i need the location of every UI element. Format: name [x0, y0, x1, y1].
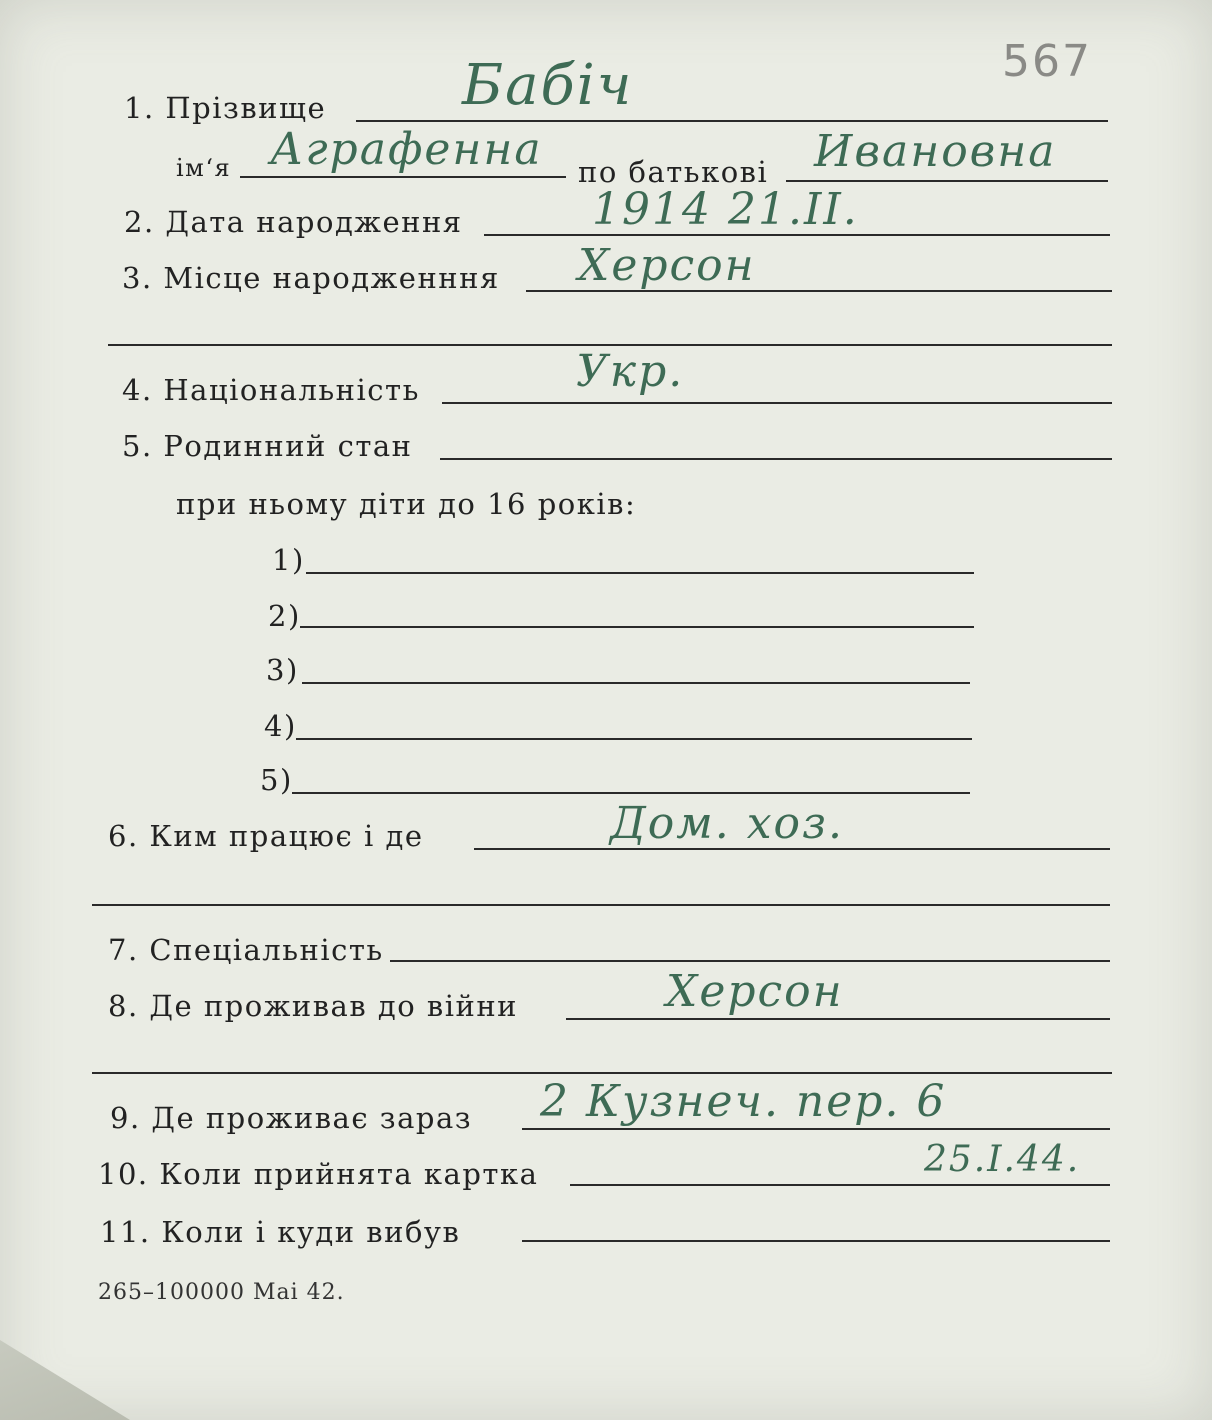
patronymic-line: [786, 180, 1108, 182]
card-accepted-line: [570, 1184, 1110, 1186]
archive-number: 567: [1002, 36, 1092, 87]
prewar-residence-line: [566, 1018, 1110, 1020]
prewar-residence-value: Херсон: [666, 966, 844, 1017]
corner-fold: [0, 1340, 130, 1420]
child-1-line: [306, 572, 974, 574]
patronymic-label: по батькові: [578, 155, 769, 189]
current-residence-line: [522, 1128, 1110, 1130]
card-accepted-value: 25.I.44.: [924, 1139, 1081, 1180]
child-5-line: [292, 792, 970, 794]
nationality-line: [442, 402, 1112, 404]
birth-place-value: Херсон: [578, 240, 756, 291]
birth-place-label: 3. Місце народженння: [122, 261, 500, 295]
prewar-residence-line-2: [92, 1072, 1112, 1074]
work-value: Дом. хоз.: [610, 798, 845, 849]
child-2-label: 2): [268, 599, 301, 633]
marital-status-line: [440, 458, 1112, 460]
child-4-line: [296, 738, 972, 740]
children-label: при ньому діти до 16 років:: [176, 487, 637, 521]
child-5-label: 5): [260, 763, 293, 797]
marital-status-label: 5. Родинний стан: [122, 429, 413, 463]
child-3-line: [302, 682, 970, 684]
surname-line: [356, 120, 1108, 122]
child-4-label: 4): [264, 709, 297, 743]
birth-date-value: 1914 21.II.: [592, 184, 859, 235]
work-line-2: [92, 904, 1110, 906]
current-residence-value: 2 Кузнеч. пер. 6: [540, 1076, 947, 1127]
first-name-label: ім‘я: [176, 154, 232, 182]
current-residence-label: 9. Де проживає зараз: [110, 1101, 473, 1135]
specialty-label: 7. Спеціальність: [108, 933, 384, 967]
prewar-residence-label: 8. Де проживав до війни: [108, 989, 518, 1023]
child-2-line: [300, 626, 974, 628]
child-3-label: 3): [266, 653, 299, 687]
nationality-label: 4. Національність: [122, 373, 420, 407]
card-accepted-label: 10. Коли прийнята картка: [98, 1157, 539, 1191]
child-1-label: 1): [272, 543, 305, 577]
departure-line: [522, 1240, 1110, 1242]
printer-imprint: 265–100000 Маі 42.: [98, 1280, 345, 1305]
surname-value: Бабіч: [462, 53, 634, 118]
patronymic-value: Ивановна: [814, 126, 1057, 177]
specialty-line: [390, 960, 1110, 962]
surname-label: 1. Прізвище: [124, 91, 327, 125]
first-name-value: Аграфенна: [270, 124, 543, 175]
work-label: 6. Ким працює і де: [108, 819, 424, 853]
first-name-line: [240, 176, 566, 178]
birth-date-label: 2. Дата народження: [124, 205, 463, 239]
nationality-value: Укр.: [576, 346, 685, 397]
departure-label: 11. Коли і куди вибув: [100, 1215, 461, 1249]
